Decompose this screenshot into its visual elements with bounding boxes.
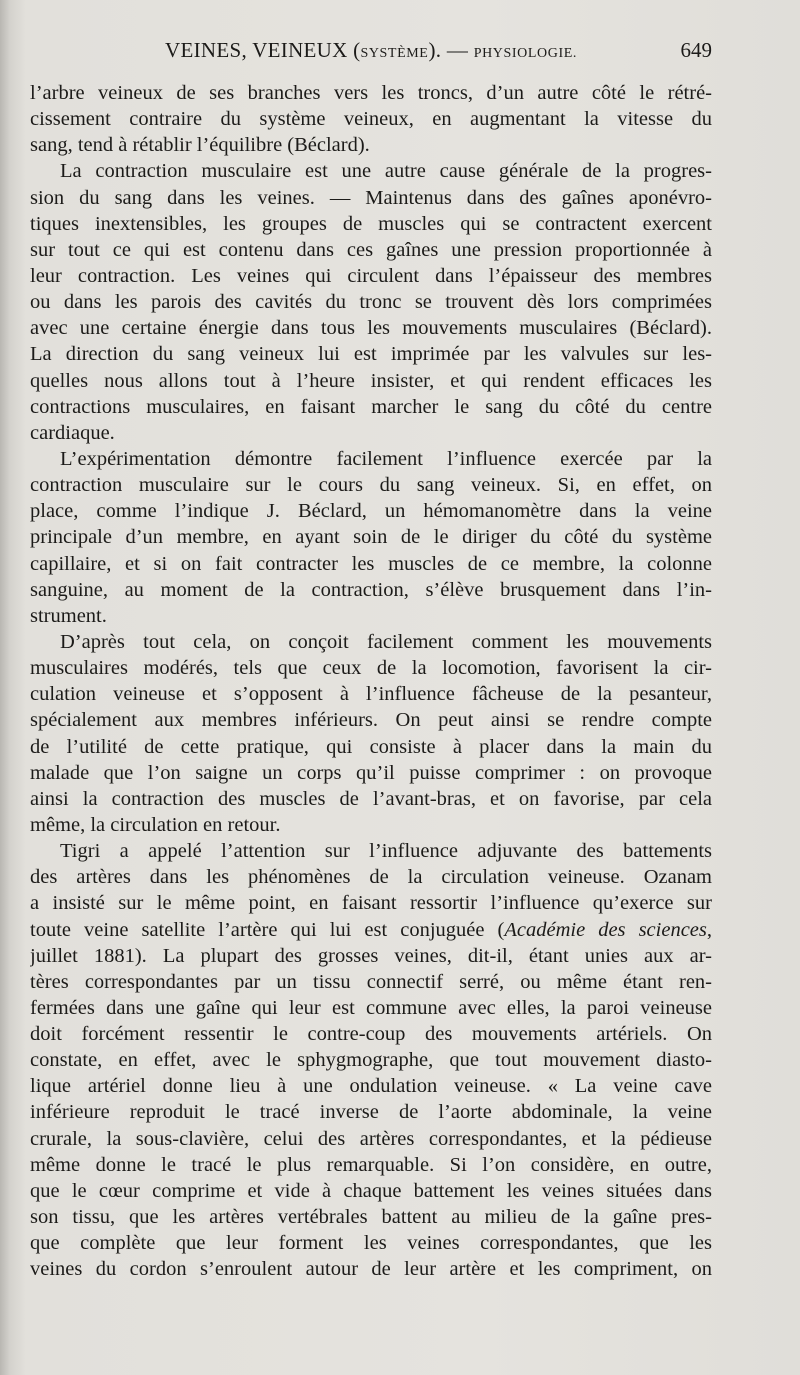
line-text: ainsi la contraction des muscles de l’avant-bras, et on favorise, par cela — [30, 787, 712, 810]
line-text: strument. — [30, 604, 107, 627]
text-line — [30, 890, 712, 916]
line-text: tiques inextensibles, les groupes de muscles qui se contractent exercent — [30, 212, 712, 235]
title-main: VEINES, VEINEUX ( — [165, 38, 361, 62]
line-text: La direction du sang veineux lui est imprimée par les valvules sur les- — [30, 343, 712, 366]
text-line — [30, 211, 712, 237]
text-line — [30, 1152, 712, 1178]
text-line — [30, 995, 712, 1021]
line-text: L’expérimentation démontre facilement l’influence exercée par la — [60, 447, 712, 470]
line-text-after: , — [706, 918, 712, 941]
text-line — [30, 185, 712, 211]
title-small-caps: SYSTÈME — [360, 46, 429, 61]
line-text: même donne le tracé le plus remarquable. Si l’on considère, en outre, — [30, 1153, 712, 1176]
text-line — [30, 237, 712, 263]
text-line — [30, 969, 712, 995]
text-line — [30, 472, 712, 498]
line-text: contractions musculaires, en faisant marcher le sang du côté du centre — [30, 395, 712, 418]
line-text: lique artériel donne lieu à une ondulation veineuse. « La veine cave — [30, 1075, 712, 1098]
line-text: musculaires modérés, tels que ceux de la locomotion, favorisent la cir- — [30, 657, 712, 680]
text-line — [30, 1047, 712, 1073]
line-text: juillet 1881). La plupart des grosses veines, dit-il, étant unies aux ar- — [30, 944, 712, 967]
text-line — [30, 315, 712, 341]
line-text: avec une certaine énergie dans tous les mouvements musculaires (Béclard). — [30, 317, 712, 340]
line-text: La contraction musculaire est une autre cause générale de la progres- — [60, 160, 712, 183]
line-text: ou dans les parois des cavités du tronc se trouvent dès lors comprimées — [30, 291, 712, 314]
text-line — [30, 1256, 712, 1282]
text-line — [30, 1073, 712, 1099]
line-text: veines du cordon s’enroulent autour de leur artère et les compriment, on — [30, 1258, 712, 1281]
line-text: toute veine satellite l’artère qui lui est conjuguée ( — [30, 918, 505, 941]
text-line — [30, 734, 712, 760]
line-text: sang, tend à rétablir l’équilibre (Béclard). — [30, 134, 370, 157]
line-text: quelles nous allons tout à l’heure insister, et qui rendent efficaces les — [30, 369, 712, 392]
text-line — [30, 446, 712, 472]
text-line — [30, 394, 712, 420]
text-line — [30, 1204, 712, 1230]
text-line — [30, 629, 712, 655]
text-line — [30, 289, 712, 315]
line-text: de l’utilité de cette pratique, qui consiste à placer dans la main du — [30, 735, 712, 758]
text-line — [30, 577, 712, 603]
text-line — [30, 368, 712, 394]
text-line — [30, 1178, 712, 1204]
text-line — [30, 864, 712, 890]
line-text: même, la circulation en retour. — [30, 813, 281, 836]
line-text: fermées dans une gaîne qui leur est commune avec elles, la paroi veineuse — [30, 996, 712, 1019]
page-number: 649 — [680, 38, 712, 62]
text-line — [30, 760, 712, 786]
line-text: son tissu, que les artères vertébrales battent au milieu de la gaîne pres- — [30, 1206, 712, 1229]
text-line — [30, 263, 712, 289]
title-mid: ). — — [428, 38, 474, 62]
text-line — [30, 603, 712, 629]
line-text: principale d’un membre, en ayant soin de le diriger du côté du système — [30, 526, 712, 549]
line-text: cissement contraire du système veineux, en augmentant la vitesse du — [30, 108, 712, 131]
text-line — [30, 158, 712, 184]
line-text: place, comme l’indique J. Béclard, un hémomanomètre dans la veine — [30, 500, 712, 523]
text-line — [30, 943, 712, 969]
text-line — [30, 551, 712, 577]
line-text: Tigri a appelé l’attention sur l’influence adjuvante des battements — [60, 840, 712, 863]
line-text: constate, en effet, avec le sphygmographe, que tout mouvement diasto- — [30, 1049, 712, 1072]
line-text: l’arbre veineux de ses branches vers les troncs, d’un autre côté le rétré- — [30, 82, 712, 104]
text-line — [30, 420, 712, 446]
text-line — [30, 524, 712, 550]
text-line — [30, 106, 712, 132]
line-text: inférieure reproduit le tracé inverse de l’aorte abdominale, la veine — [30, 1101, 712, 1124]
text-line — [30, 655, 712, 681]
line-text: contraction musculaire sur le cours du sang veineux. Si, en effet, on — [30, 474, 712, 497]
text-line — [30, 1099, 712, 1125]
italic-citation: Académie des sciences — [504, 918, 707, 941]
text-line — [30, 498, 712, 524]
line-text: sanguine, au moment de la contraction, s’élève brusquement dans l’in- — [30, 578, 712, 601]
text-line — [30, 1230, 712, 1256]
line-text: crurale, la sous-clavière, celui des artères correspondantes, et la pédieuse — [30, 1127, 712, 1150]
line-text: D’après tout cela, on conçoit facilement comment les mouvements — [60, 630, 712, 653]
body-text — [30, 80, 712, 1282]
line-text: culation veineuse et s’opposent à l’influence fâcheuse de la pesanteur, — [30, 683, 712, 706]
text-line — [30, 707, 712, 733]
title-section: PHYSIOLOGIE. — [473, 46, 577, 61]
line-text: leur contraction. Les veines qui circulent dans l’épaisseur des membres — [30, 264, 712, 287]
text-line — [30, 917, 712, 943]
text-line — [30, 341, 712, 367]
text-line — [30, 1126, 712, 1152]
line-text: capillaire, et si on fait contracter les muscles de ce membre, la colonne — [30, 552, 712, 575]
line-text: sion du sang dans les veines. — Maintenus dans des gaînes aponévro- — [30, 186, 712, 209]
line-text: a insisté sur le même point, en faisant ressortir l’influence qu’exerce sur — [30, 892, 712, 915]
text-line — [30, 681, 712, 707]
line-text: sur tout ce qui est contenu dans ces gaînes une pression proportionnée à — [30, 238, 712, 261]
line-text: que le cœur comprime et vide à chaque battement les veines situées dans — [30, 1179, 712, 1202]
text-line — [30, 1021, 712, 1047]
line-text: doit forcément ressentir le contre-coup des mouvements artériels. On — [30, 1023, 712, 1046]
line-text: spécialement aux membres inférieurs. On peut ainsi se rendre compte — [30, 709, 712, 732]
page-header — [30, 38, 712, 68]
text-line — [30, 80, 712, 106]
line-text: des artères dans les phénomènes de la circulation veineuse. Ozanam — [30, 866, 712, 889]
line-text: malade que l’on saigne un corps qu’il puisse comprimer : on provoque — [30, 761, 712, 784]
line-text: cardiaque. — [30, 421, 115, 444]
text-line — [30, 812, 712, 838]
line-text: que complète que leur forment les veines correspondantes, que les — [30, 1232, 712, 1255]
text-line — [30, 786, 712, 812]
line-text: tères correspondantes par un tissu connectif serré, ou même étant ren- — [30, 970, 712, 993]
running-title — [30, 38, 712, 63]
text-line — [30, 838, 712, 864]
text-line — [30, 132, 712, 158]
